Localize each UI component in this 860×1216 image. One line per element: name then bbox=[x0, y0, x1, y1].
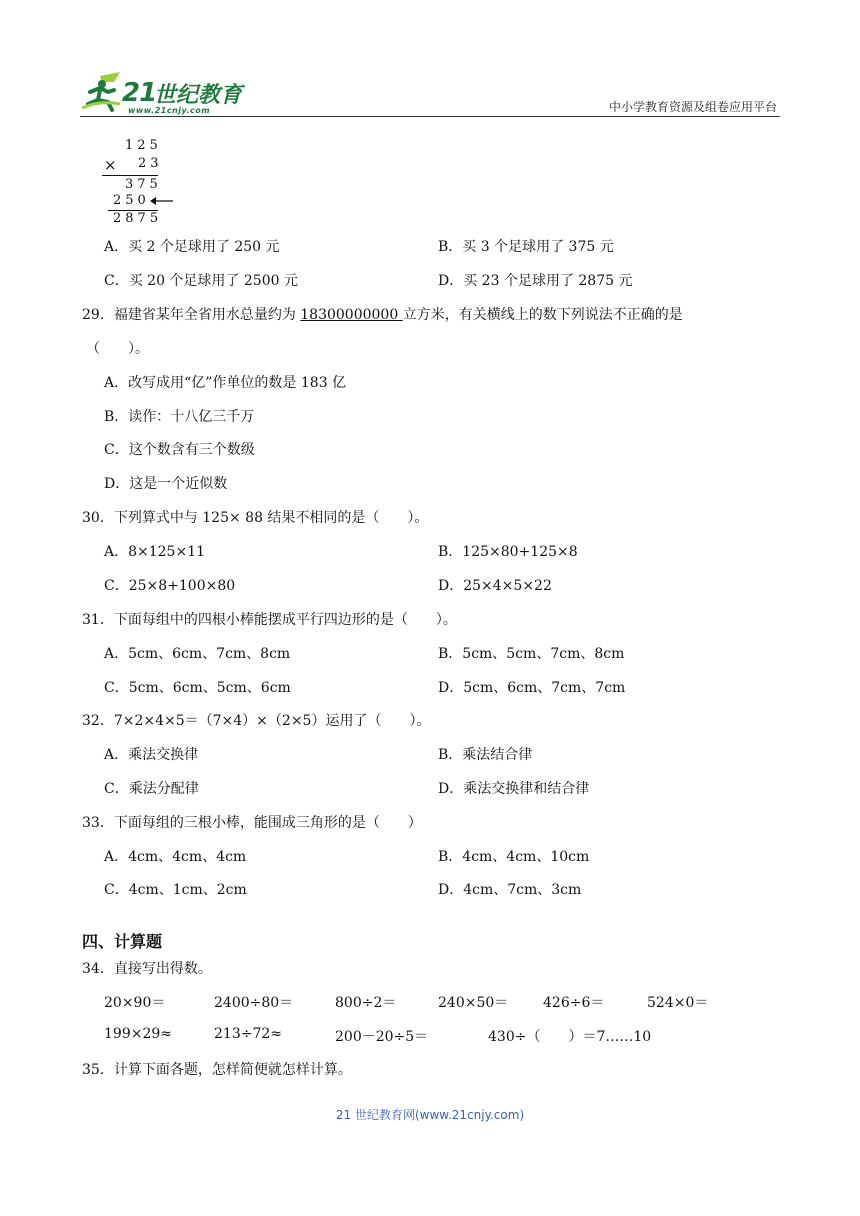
calc-row-4: 250 bbox=[113, 193, 150, 208]
arrow-left-icon bbox=[150, 195, 174, 207]
q29-stem-cont: （ ）。 bbox=[86, 341, 149, 357]
q28-option-d: D．买 23 个足球用了 2875 元 bbox=[438, 273, 633, 289]
q33-option-d: D．4cm、7cm、3cm bbox=[438, 882, 582, 898]
calc-row-1: 125 bbox=[125, 138, 162, 153]
q32-option-a: A．乘法交换律 bbox=[104, 747, 199, 763]
q34-item: 240×50＝ bbox=[438, 995, 509, 1011]
q28-option-c: C．买 20 个足球用了 2500 元 bbox=[104, 273, 298, 289]
header-platform-text: 中小学教育资源及组卷应用平台 bbox=[608, 100, 777, 114]
q29-stem-pre: 29．福建省某年全省用水总量约为 bbox=[82, 307, 301, 323]
section-title: 四、计算题 bbox=[82, 932, 163, 951]
calc-row-2: 23 bbox=[138, 156, 163, 171]
q29-option-d: D．这是一个近似数 bbox=[104, 476, 228, 492]
q33-stem: 33．下面每组的三根小棒，能围成三角形的是（ ） bbox=[82, 815, 422, 831]
q32-option-b: B．乘法结合律 bbox=[438, 747, 533, 763]
q29-stem bbox=[82, 304, 683, 324]
q34-stem: 34．直接写出得数。 bbox=[82, 961, 212, 977]
calc-row-3: 375 bbox=[125, 177, 162, 192]
q28-option-b: B．买 3 个足球用了 375 元 bbox=[438, 239, 614, 255]
runner-logo-icon bbox=[80, 70, 124, 114]
q34-item: 213÷72≈ bbox=[214, 1026, 282, 1042]
q33-option-a: A．4cm、4cm、4cm bbox=[104, 849, 247, 865]
q29-option-a: A．改写成用“亿”作单位的数是 183 亿 bbox=[104, 375, 347, 391]
q34-item: 200－20÷5＝ bbox=[335, 1029, 429, 1045]
footer-source: 21 世纪教育网(www.21cnjy.com) bbox=[335, 1108, 525, 1122]
logo-number: 21 bbox=[122, 78, 157, 108]
q30-option-c: C．25×8+100×80 bbox=[104, 578, 236, 594]
q31-option-c: C．5cm、6cm、5cm、6cm bbox=[104, 680, 291, 696]
q34-item: 430÷（ ）＝7……10 bbox=[488, 1029, 652, 1045]
logo bbox=[80, 70, 260, 116]
calc-operator: × bbox=[104, 156, 121, 174]
calc-rule-1 bbox=[102, 175, 158, 176]
q34-item: 800÷2＝ bbox=[335, 995, 397, 1011]
q29-option-c: C．这个数含有三个数级 bbox=[104, 442, 255, 458]
q32-option-d: D．乘法交换律和结合律 bbox=[438, 781, 590, 797]
q30-stem: 30．下列算式中与 125× 88 结果不相同的是（ ）。 bbox=[82, 510, 429, 526]
q32-option-c: C．乘法分配律 bbox=[104, 781, 199, 797]
q34-item: 20×90＝ bbox=[104, 995, 166, 1011]
q34-item: 426÷6＝ bbox=[543, 995, 605, 1011]
q34-item: 199×29≈ bbox=[104, 1026, 172, 1042]
calc-row-5: 2875 bbox=[113, 211, 163, 226]
q30-option-a: A．8×125×11 bbox=[104, 544, 206, 560]
q30-option-d: D．25×4×5×22 bbox=[438, 578, 552, 594]
q28-option-a: A．买 2 个足球用了 250 元 bbox=[104, 239, 280, 255]
logo-name: 世纪教育 bbox=[154, 83, 243, 108]
q29-option-b: B．读作：十八亿三千万 bbox=[104, 409, 255, 425]
q34-item: 2400÷80＝ bbox=[214, 995, 294, 1011]
q29-stem-number: 18300000000 bbox=[300, 307, 403, 323]
q32-stem: 32．7×2×4×5＝（7×4）×（2×5）运用了（ ）。 bbox=[82, 713, 431, 729]
q35-stem: 35．计算下面各题，怎样简便就怎样计算。 bbox=[82, 1062, 352, 1078]
logo-url: www.21cnjy.com bbox=[128, 106, 211, 115]
q34-item: 524×0＝ bbox=[647, 995, 709, 1011]
q31-option-a: A．5cm、6cm、7cm、8cm bbox=[104, 646, 291, 662]
q30-option-b: B．125×80+125×8 bbox=[438, 544, 578, 560]
header-divider bbox=[80, 116, 780, 117]
q31-stem: 31．下面每组中的四根小棒能摆成平行四边形的是（ ）。 bbox=[82, 612, 457, 628]
q31-option-d: D．5cm、6cm、7cm、7cm bbox=[438, 680, 626, 696]
q29-stem-post: 立方米，有关横线上的数下列说法不正确的是 bbox=[402, 307, 683, 323]
q33-option-c: C．4cm、1cm、2cm bbox=[104, 882, 247, 898]
q31-option-b: B．5cm、5cm、7cm、8cm bbox=[438, 646, 625, 662]
q33-option-b: B．4cm、4cm、10cm bbox=[438, 849, 590, 865]
